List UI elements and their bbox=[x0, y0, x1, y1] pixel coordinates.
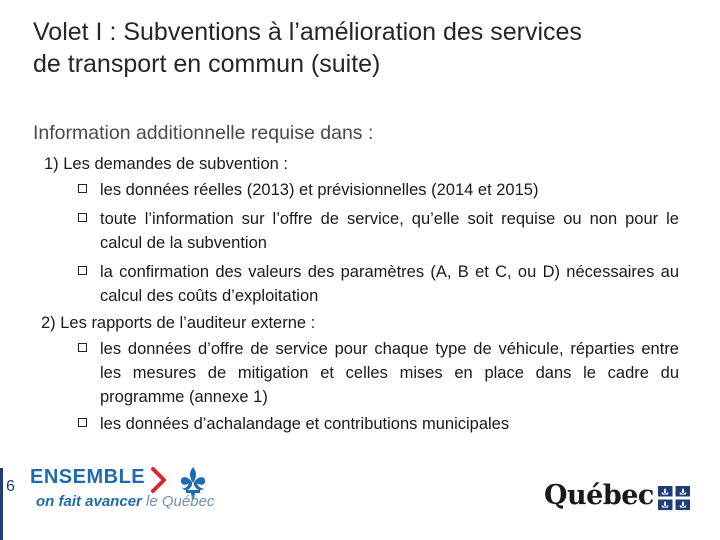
checkbox-bullet-icon bbox=[78, 213, 87, 222]
quebec-flag-icon bbox=[658, 486, 690, 510]
title-line-1: Volet I : Subventions à l’amélioration des services bbox=[33, 18, 582, 46]
checkbox-bullet-icon bbox=[78, 343, 87, 352]
bullet-item bbox=[44, 337, 679, 409]
chevron-right-icon bbox=[150, 467, 172, 493]
subtitle: Information additionnelle requise dans : bbox=[33, 122, 374, 144]
title-line-2: de transport en commun (suite) bbox=[33, 50, 381, 78]
slide-title bbox=[33, 16, 693, 80]
bullet-item bbox=[44, 412, 679, 436]
bullet-text: les données d’offre de service pour chaque type de véhicule, réparties entre les mesures de mitigation et celles mises en place dans le cadre du programme (annexe 1) bbox=[100, 340, 679, 406]
bullet-text: toute l’information sur l’offre de service, qu’elle soit requise ou non pour le calcul de la subvention bbox=[100, 210, 679, 252]
section-heading: 2) Les rapports de l’auditeur externe : bbox=[41, 314, 316, 332]
page-number: 6 bbox=[6, 478, 15, 495]
content-list bbox=[41, 151, 679, 436]
tagline-bold: on fait avancer bbox=[36, 493, 142, 510]
bullet-item bbox=[44, 178, 679, 202]
page-accent-bar bbox=[0, 468, 3, 540]
bullet-item bbox=[44, 207, 679, 255]
quebec-wordmark: Québec bbox=[544, 480, 654, 511]
ensemble-word: ENSEMBLE bbox=[30, 466, 146, 488]
ensemble-tagline bbox=[36, 493, 214, 510]
bullet-text: les données réelles (2013) et prévisionnelles (2014 et 2015) bbox=[100, 181, 539, 199]
checkbox-bullet-icon bbox=[78, 266, 87, 275]
bullet-item bbox=[44, 260, 679, 308]
bullet-text: les données d’achalandage et contributions municipales bbox=[100, 415, 510, 433]
bullet-text: la confirmation des valeurs des paramètres (A, B et C, ou D) nécessaires au calcul des coûts d’exploitation bbox=[100, 263, 679, 305]
checkbox-bullet-icon bbox=[78, 184, 87, 193]
section-heading: 1) Les demandes de subvention : bbox=[44, 155, 288, 173]
checkbox-bullet-icon bbox=[78, 418, 87, 427]
ensemble-logo bbox=[30, 466, 230, 516]
quebec-logo bbox=[544, 480, 654, 511]
tagline-light: le Québec bbox=[141, 493, 215, 510]
